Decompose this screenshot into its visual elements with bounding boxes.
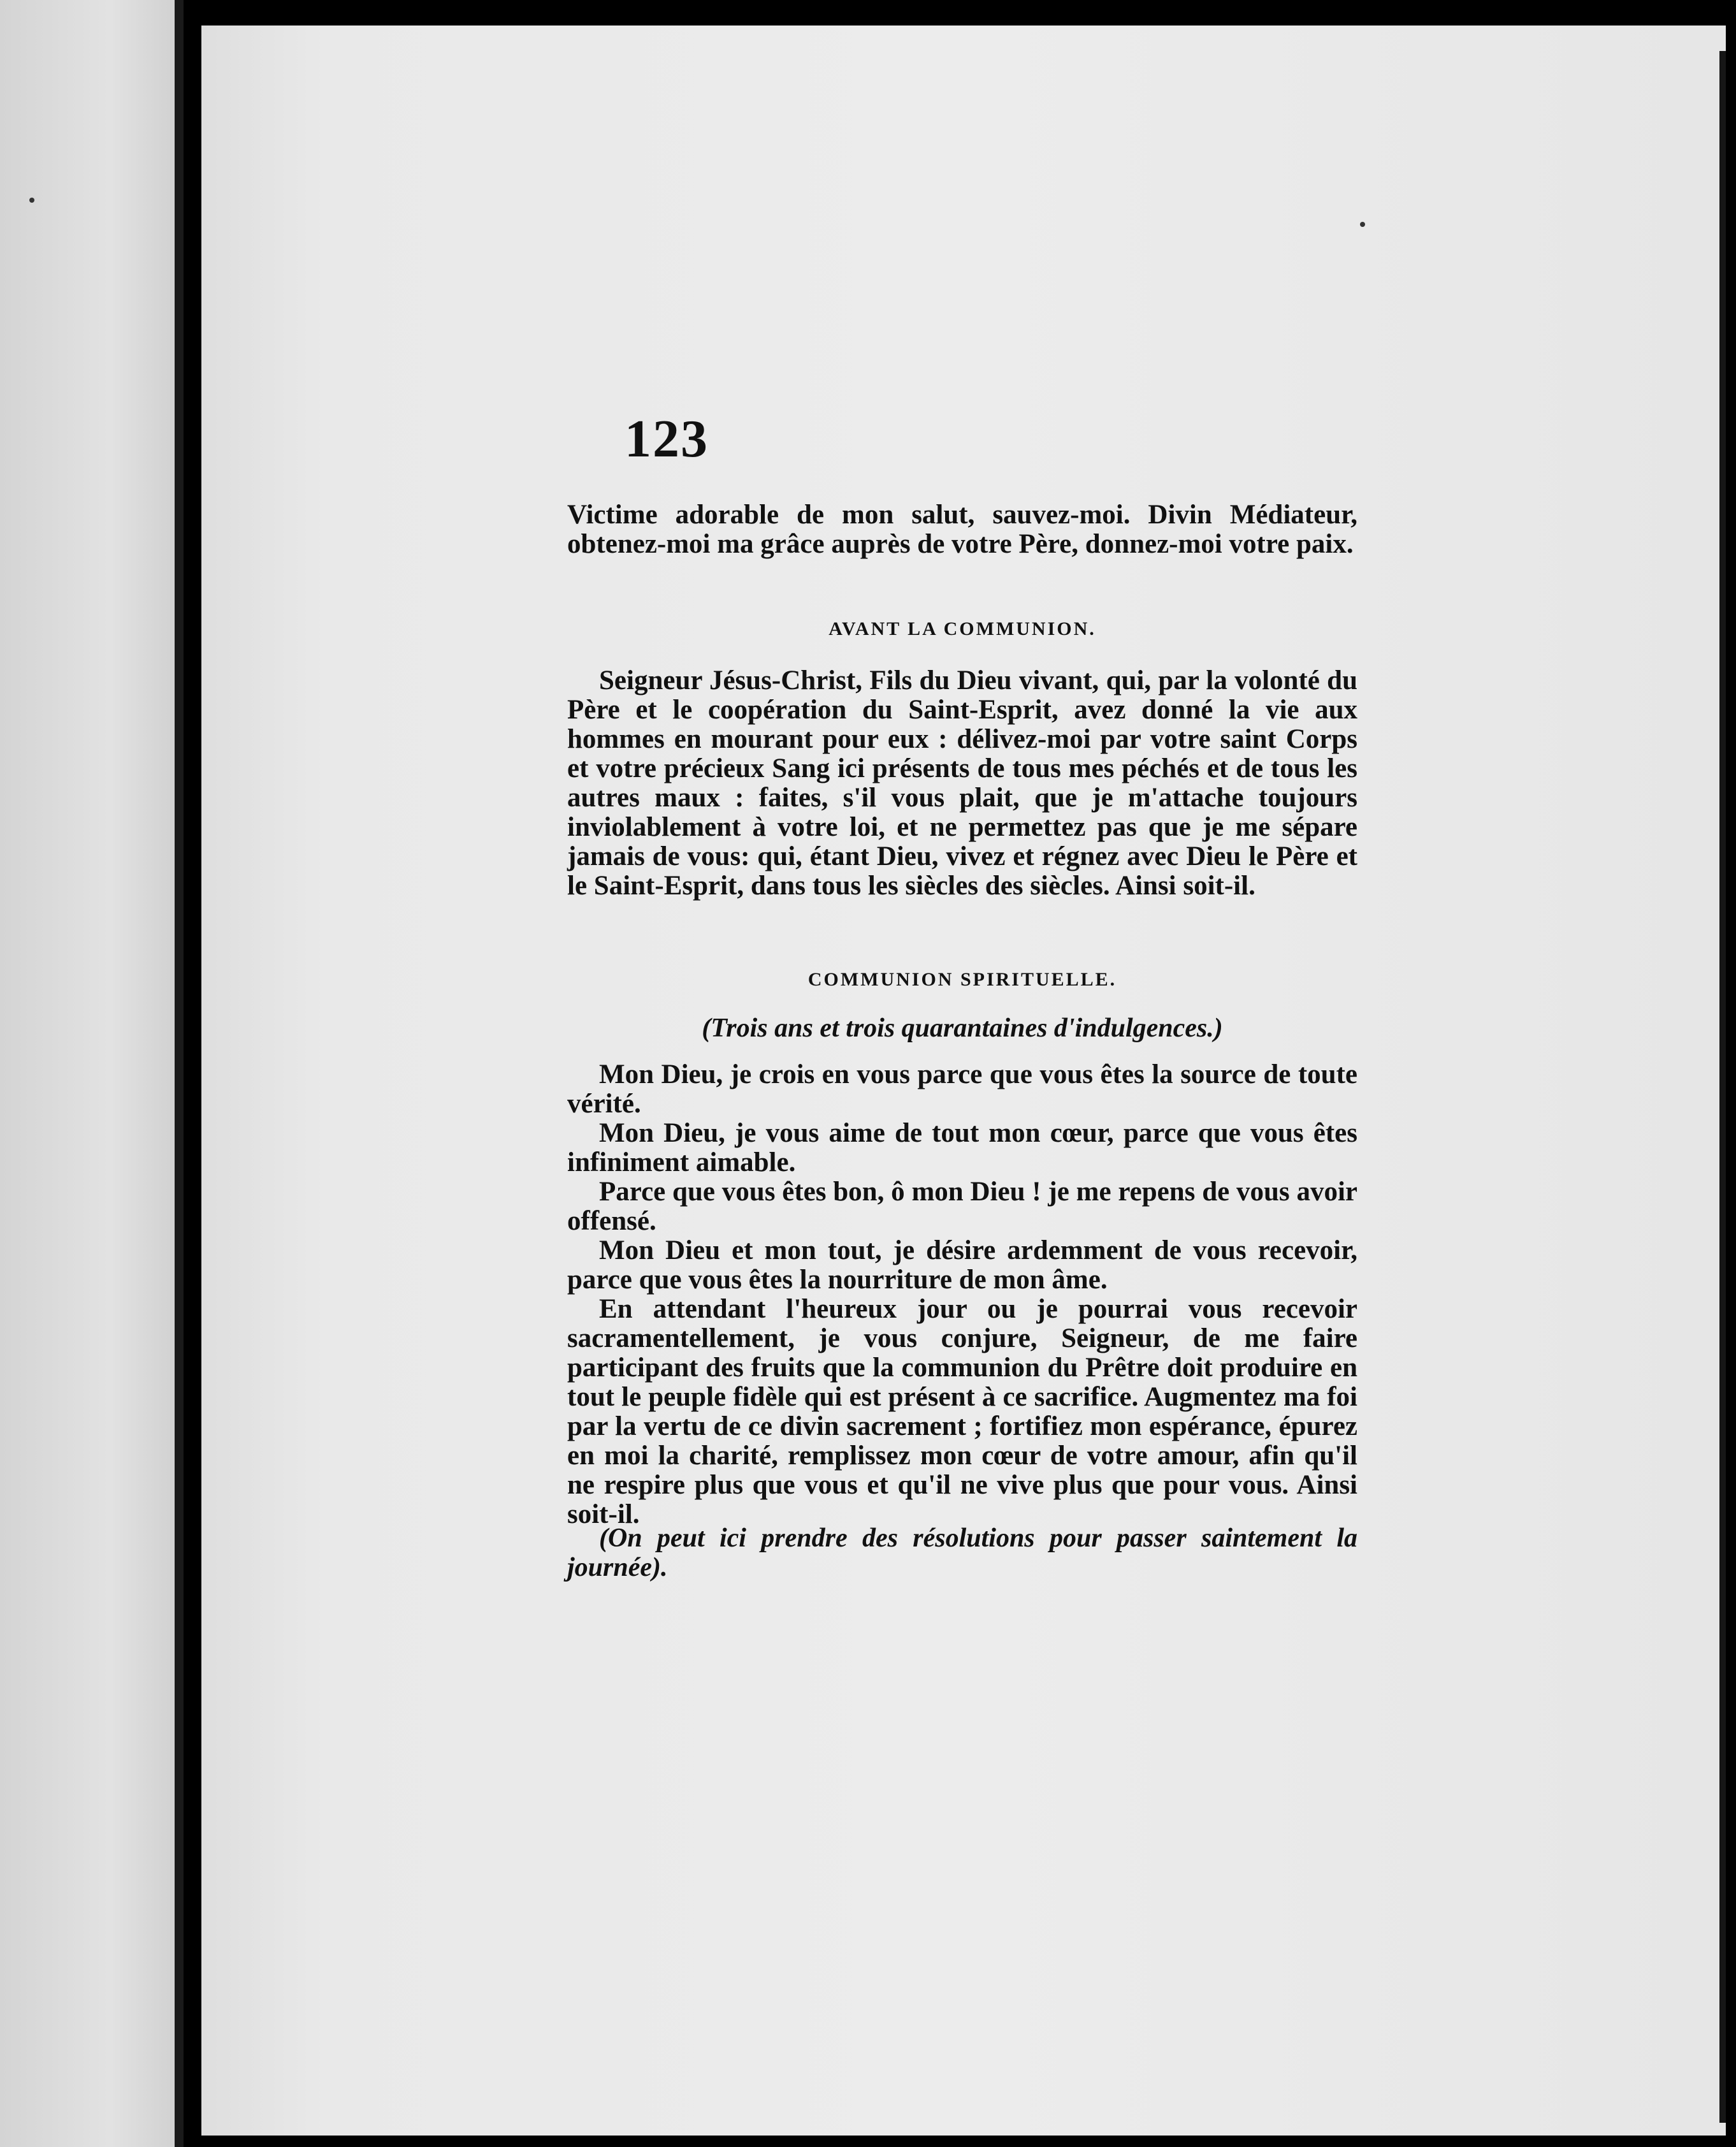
communion-spirituelle-body [567,1060,1357,1529]
intro-paragraph [567,500,1357,559]
paragraph: Mon Dieu, je vous aime de tout mon cœur, parce que vous êtes infiniment aimable. [567,1118,1357,1177]
paper-speck [1360,222,1365,227]
page-number: 123 [625,409,709,469]
facing-page-edge [0,0,184,2147]
paragraph: Mon Dieu et mon tout, je désire ardemment de vous recevoir, parce que vous êtes la nourriture de mon âme. [567,1235,1357,1295]
intro-text: Victime adorable de mon salut, sauvez-moi. Divin Médiateur, obtenez-moi ma grâce auprès de votre Père, donnez-moi votre paix. [567,500,1357,559]
prayer-avant-communion [567,666,1357,901]
paragraph: Parce que vous êtes bon, ô mon Dieu ! je me repens de vous avoir offensé. [567,1177,1357,1236]
closing-note: (On peut ici prendre des résolutions pour passer saintement la journée). [567,1524,1357,1582]
paper-speck [29,198,34,203]
paragraph: En attendant l'heureux jour ou je pourrai vous recevoir sacramentellement, je vous conjure, Seigneur, de me faire participant des fruits que la communion du Prêtre doit produire en tout le peuple fidèle qui est présent à ce sacrifice. Augmentez ma foi par la vertu de ce divin sacrement ; fortifiez mon espérance, épurez en moi la charité, remplissez mon cœur de votre amour, afin qu'il ne respire plus que vous et qu'il ne vive plus que pour vous. Ainsi soit-il. [567,1294,1357,1529]
indulgence-note: (Trois ans et trois quarantaines d'indulgences.) [702,1014,1223,1043]
section-heading-communion-spirituelle: COMMUNION SPIRITUELLE. [807,969,1117,990]
prayer-text: Seigneur Jésus-Christ, Fils du Dieu vivant, qui, par la volonté du Père et le coopération du Saint-Esprit, avez donné la vie aux hommes en mourant pour eux : délivez-moi par votre saint Corps et votre précieux Sang ici présents de tous mes péchés et de tous les autres maux : faites, s'il vous plait, que je m'attache toujours inviolablement à votre loi, et ne permettez pas que je me sépare jamais de vous: qui, étant Dieu, vivez et régnez avec Dieu le Père et le Saint-Esprit, dans tous les siècles des siècles. Ainsi soit-il. [567,666,1357,901]
facing-page-shadow [175,0,184,2147]
section-heading-avant-communion: AVANT LA COMMUNION. [828,618,1096,639]
page-right-border [1719,51,1726,2123]
paragraph: Mon Dieu, je crois en vous parce que vous êtes la source de toute vérité. [567,1059,1357,1119]
